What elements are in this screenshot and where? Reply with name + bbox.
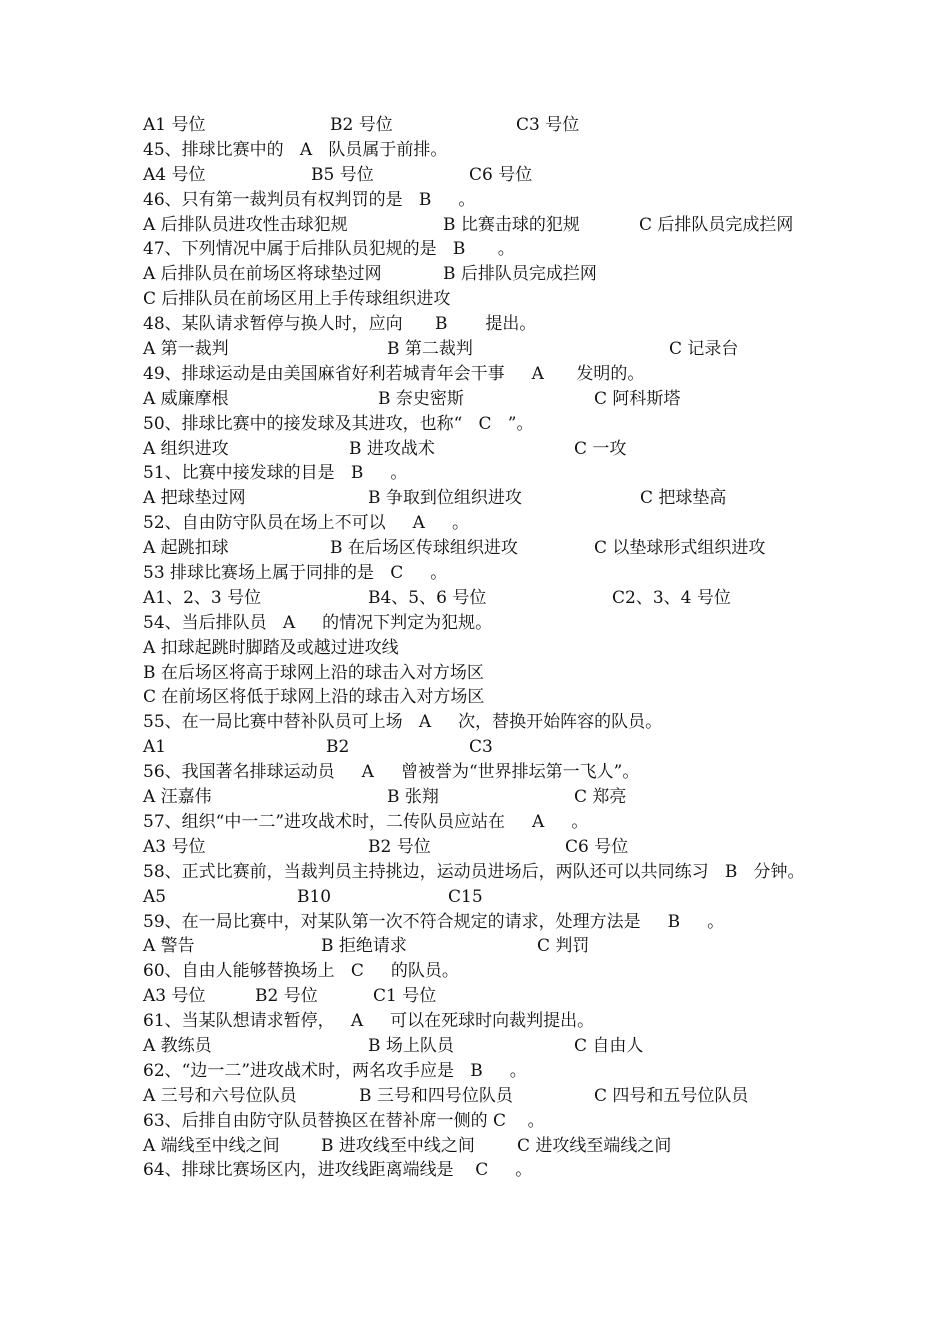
answer-option: B4、5、6 号位 [368,587,487,608]
answer-option: B 场上队员 [368,1035,454,1056]
answer-options-row [143,213,823,238]
answer-options-row [143,163,823,188]
answer-option: A 第一裁判 [143,339,229,360]
question-line: 56、我国著名排球运动员 A 曾被誉为“世界排坛第一飞人”。 [143,762,640,783]
question-line: 52、自由防守队员在场上不可以 A 。 [143,513,469,534]
answer-option: C6 号位 [469,164,533,185]
question-line: 51、比赛中接发球的目是 B 。 [143,463,408,484]
answer-options-row [143,1084,823,1109]
answer-option: A 端线至中线之间 [143,1135,280,1156]
question-line: 63、后排自由防守队员替换区在替补席一侧的 C 。 [143,1110,545,1131]
question-line: 58、正式比赛前，当裁判员主持挑边，运动员进场后，两队还可以共同练习 B 分钟。 [143,861,805,882]
answer-options-row [143,113,823,138]
answer-options-row [143,735,823,760]
answer-options-row [143,586,823,611]
answer-option: A1 [143,737,167,758]
answer-options-row [143,486,823,511]
answer-option: B 比赛击球的犯规 [443,214,580,235]
answer-option: B5 号位 [311,164,374,185]
answer-option: C6 号位 [565,836,629,857]
answer-options-row [143,885,823,910]
answer-option: A 组织进攻 [143,438,229,459]
question-line: 54、当后排队员 A 的情况下判定为犯规。 [143,612,493,633]
answer-options-row [143,337,823,362]
answer-option: A 汪嘉伟 [143,787,212,808]
answer-option: B 奈史密斯 [378,388,464,409]
answer-options-row [143,1134,823,1159]
document-page [143,113,823,1183]
question-line: 48、某队请求暂停与换人时，应向 B 提出。 [143,314,537,335]
answer-option: A 起跳扣球 [143,538,229,559]
answer-option: C 以垫球形式组织进攻 [594,538,766,559]
answer-option: A 教练员 [143,1035,212,1056]
answer-option: B 三号和四号位队员 [359,1085,513,1106]
answer-option: C3 号位 [516,115,580,135]
answer-option: A 后排队员进攻性击球犯规 [143,214,348,235]
answer-option: B 第二裁判 [387,339,473,360]
answer-option: B 进攻战术 [349,438,435,459]
answer-option: C 把球垫高 [640,488,727,509]
answer-option: B2 号位 [255,986,318,1007]
answer-option: C 记录台 [669,339,739,360]
question-line: 57、组织“中一二”进攻战术时，二传队员应站在 A 。 [143,811,589,832]
question-line: 61、当某队想请求暂停， A 可以在死球时向裁判提出。 [143,1011,595,1032]
question-line: 46、只有第一裁判员有权判罚的是 B 。 [143,189,476,210]
answer-option: C2、3、4 号位 [612,587,731,608]
answer-option: A 威廉摩根 [143,388,229,409]
answer-option: A 警告 [143,936,195,957]
question-line: 45、排球比赛中的 A 队员属于前排。 [143,139,448,160]
answer-option: B 拒绝请求 [321,936,407,957]
answer-option: A1 号位 [143,115,206,135]
answer-option: A3 号位 [143,836,206,857]
answer-options-row [143,437,823,462]
answer-options-row [143,984,823,1009]
answer-option: A 后排队员在前场区将球垫过网 [143,264,382,285]
answer-option: B 争取到位组织进攻 [368,488,522,509]
answer-option: B2 号位 [330,115,393,135]
answer-option: B 进攻线至中线之间 [321,1135,475,1156]
answer-option: C 后排队员完成拦网 [639,214,794,235]
answer-option: A4 号位 [143,164,206,185]
question-line: 47、下列情况中属于后排队员犯规的是 B 。 [143,239,515,260]
answer-option: C 一攻 [574,438,627,459]
question-line: B 在后场区将高于球网上沿的球击入对方场区 [143,662,484,683]
answer-option: B 在后场区传球组织进攻 [330,538,518,559]
question-line: 62、“边一二”进攻战术时，两名攻手应是 B 。 [143,1060,527,1081]
question-line: 53 排球比赛场上属于同排的是 C 。 [143,563,448,584]
answer-option: C15 [448,886,483,907]
answer-option: C 阿科斯塔 [594,388,681,409]
answer-option: A3 号位 [143,986,206,1007]
answer-options-row [143,536,823,561]
answer-option: B10 [297,886,332,907]
answer-options-row [143,934,823,959]
question-line: 50、排球比赛中的接发球及其进攻，也称“ C ”。 [143,413,534,434]
question-line: C 后排队员在前场区用上手传球组织进攻 [143,289,451,310]
answer-option: C 判罚 [537,936,590,957]
question-line: 49、排球运动是由美国麻省好利若城青年会干事 A 发明的。 [143,363,645,384]
answer-options-row [143,387,823,412]
answer-option: B2 [326,737,350,758]
answer-option: A 把球垫过网 [143,488,246,509]
answer-option: B2 号位 [368,836,431,857]
answer-options-row [143,1034,823,1059]
question-line: 60、自由人能够替换场上 C 的队员。 [143,961,459,982]
question-line: 55、在一局比赛中替补队员可上场 A 次，替换开始阵容的队员。 [143,712,663,733]
answer-option: B 张翔 [387,787,439,808]
question-line: 59、在一局比赛中，对某队第一次不符合规定的请求，处理方法是 B 。 [143,911,725,932]
question-line: C 在前场区将低于球网上沿的球击入对方场区 [143,687,485,708]
question-line: 64、排球比赛场区内，进攻线距离端线是 C 。 [143,1160,533,1181]
answer-option: C 自由人 [574,1035,644,1056]
answer-option: C 四号和五号位队员 [594,1085,749,1106]
answer-option: C1 号位 [373,986,437,1007]
answer-option: B 后排队员完成拦网 [443,264,597,285]
answer-option: A1、2、3 号位 [143,587,262,608]
answer-options-row [143,262,823,287]
answer-options-row [143,835,823,860]
answer-option: C3 [469,737,493,758]
question-line: A 扣球起跳时脚踏及或越过进攻线 [143,637,399,658]
answer-option: A 三号和六号位队员 [143,1085,297,1106]
answer-options-row [143,785,823,810]
answer-option: C 郑亮 [574,787,627,808]
answer-option: A5 [143,886,167,907]
answer-option: C 进攻线至端线之间 [517,1135,672,1156]
